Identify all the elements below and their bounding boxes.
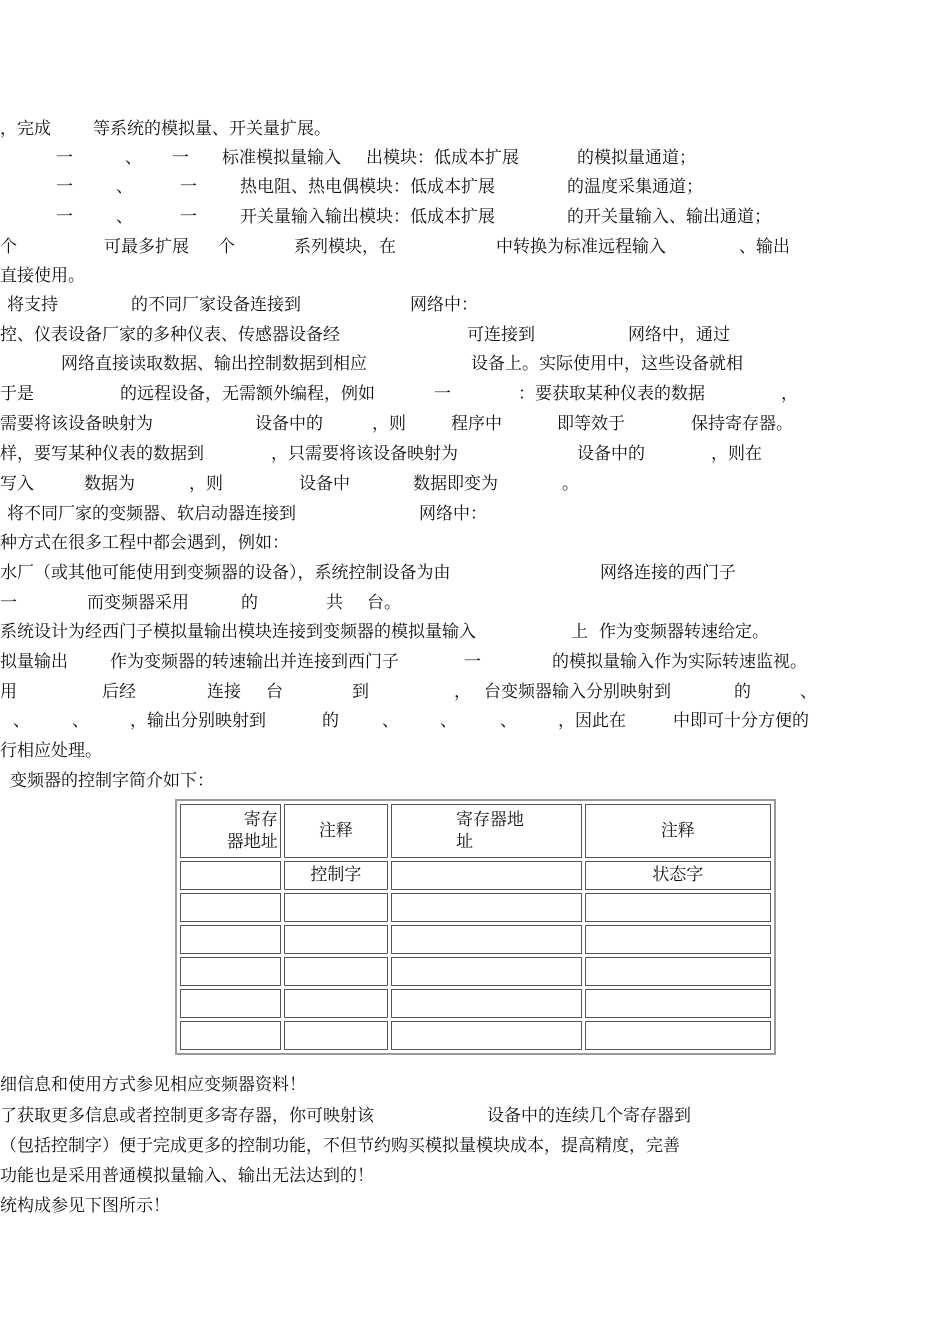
table-cell: 状态字	[585, 861, 771, 890]
text-segment: ，	[781, 384, 798, 404]
text-segment: ，则	[372, 414, 406, 434]
text-segment: 设备中的连续几个寄存器到	[487, 1106, 691, 1126]
text-segment: 程序中	[451, 414, 502, 434]
table-cell	[180, 861, 281, 890]
text-line	[0, 261, 950, 291]
table-cell	[284, 893, 388, 922]
table-row	[180, 861, 771, 890]
text-segment: 到	[352, 682, 369, 702]
register-table	[175, 799, 776, 1055]
table-cell	[284, 989, 388, 1018]
text-segment: 一	[172, 148, 189, 168]
text-segment: 了获取更多信息或者控制更多寄存器，你可映射该	[0, 1106, 374, 1126]
text-segment: 网络中，通过	[628, 325, 730, 345]
text-segment: 的	[322, 711, 339, 731]
text-segment: 网络中：	[419, 504, 487, 524]
text-line	[0, 617, 950, 647]
text-segment: 设备中的	[577, 444, 645, 464]
text-segment: 将不同厂家的变频器、软启动器连接到	[7, 504, 296, 524]
text-line	[0, 766, 950, 796]
table-cell	[180, 957, 281, 986]
header-register-address-1: 寄存 器地址	[180, 804, 281, 858]
text-segment: 的不同厂家设备连接到	[131, 295, 301, 315]
text-line	[0, 736, 950, 766]
text-segment: 的	[241, 593, 258, 613]
text-segment: 设备中	[299, 474, 350, 494]
text-segment: 的模拟量通道；	[577, 148, 696, 168]
text-segment: ，则在	[711, 444, 762, 464]
text-segment: 出模块：低成本扩展	[366, 148, 519, 168]
table-row	[180, 925, 771, 954]
text-segment: 热电阻、热电偶模块：低成本扩展	[240, 177, 495, 197]
text-segment: （包括控制字）便于完成更多的控制功能，不但节约购买模拟量模块成本，提高精度，完善	[0, 1136, 680, 1156]
text-segment: 一	[0, 593, 17, 613]
text-segment: 即等效于	[557, 414, 625, 434]
text-segment: 变频器的控制字简介如下：	[10, 771, 214, 791]
text-segment: ，则	[189, 474, 223, 494]
text-line	[0, 379, 950, 409]
text-segment: 样，要写某种仪表的数据到	[0, 444, 204, 464]
text-segment: 将支持	[7, 295, 58, 315]
text-segment: 作为变频器的转速输出并连接到西门子	[110, 652, 399, 672]
text-line	[0, 1161, 950, 1191]
text-line	[0, 114, 950, 144]
text-line	[0, 1131, 950, 1161]
text-segment: 网络连接的西门子	[600, 563, 736, 583]
table-cell	[284, 1021, 388, 1050]
table-cell	[585, 989, 771, 1018]
table-cell	[391, 989, 582, 1018]
text-segment: ：要获取某种仪表的数据	[518, 384, 705, 404]
text-segment: 数据即变为	[413, 474, 498, 494]
text-segment: 的开关量输入、输出通道；	[567, 207, 771, 227]
table-header-row	[180, 804, 771, 858]
text-line	[0, 499, 950, 529]
text-segment: ，完成	[0, 119, 51, 139]
table-row	[180, 957, 771, 986]
text-line	[0, 528, 950, 558]
text-line	[0, 349, 950, 379]
table-cell	[585, 893, 771, 922]
text-line	[0, 558, 950, 588]
text-segment: 而变频器采用	[87, 593, 189, 613]
text-segment: 细信息和使用方式参见相应变频器资料！	[0, 1075, 306, 1095]
table-cell: 控制字	[284, 861, 388, 890]
text-segment: 系列模块，在	[294, 237, 396, 257]
text-segment: 连接	[207, 682, 241, 702]
table-body	[180, 861, 771, 1050]
text-line	[0, 143, 950, 173]
text-segment: 一	[180, 207, 197, 227]
text-segment: 、	[116, 177, 133, 197]
text-line	[0, 202, 950, 232]
text-segment: 的模拟量输入作为实际转速监视。	[552, 652, 807, 672]
text-line	[0, 1191, 950, 1221]
table-cell	[180, 1021, 281, 1050]
text-segment: 后经	[102, 682, 136, 702]
text-line	[0, 439, 950, 469]
table-cell	[284, 925, 388, 954]
text-segment: 中即可十分方便的	[673, 711, 809, 731]
text-segment: 写入	[0, 474, 34, 494]
text-segment: 水厂（或其他可能使用到变频器的设备），系统控制设备为由	[0, 563, 451, 583]
table-cell	[180, 925, 281, 954]
text-segment: 统构成参见下图所示！	[0, 1196, 170, 1216]
text-line	[0, 320, 950, 350]
text-segment: 控、仪表设备厂家的多种仪表、传感器设备经	[0, 325, 340, 345]
text-segment: 作为变频器转速给定。	[599, 622, 769, 642]
text-segment: 设备上。实际使用中，这些设备就相	[471, 354, 743, 374]
text-segment: 标准模拟量输入	[222, 148, 341, 168]
text-segment: 一	[180, 177, 197, 197]
text-line	[0, 232, 950, 262]
text-segment: 可最多扩展	[104, 237, 189, 257]
table-cell	[585, 1021, 771, 1050]
text-line	[0, 677, 950, 707]
text-line	[0, 1101, 950, 1131]
text-segment: 的温度采集通道；	[567, 177, 703, 197]
text-segment: 系统设计为经西门子模拟量输出模块连接到变频器的模拟量输入	[0, 622, 476, 642]
text-segment: 保持寄存器。	[691, 414, 793, 434]
table-cell	[391, 957, 582, 986]
text-segment: 于是	[0, 384, 34, 404]
text-segment: 、	[125, 148, 142, 168]
text-segment: 中转换为标准远程输入	[496, 237, 666, 257]
table-cell	[585, 925, 771, 954]
text-segment: 可连接到	[467, 325, 535, 345]
text-segment: ，输出分别映射到	[130, 711, 266, 731]
text-segment: 一	[434, 384, 451, 404]
text-segment: 网络直接读取数据、输出控制数据到相应	[61, 354, 367, 374]
table-cell	[585, 957, 771, 986]
text-segment: 上	[571, 622, 588, 642]
table-cell	[180, 893, 281, 922]
text-segment: ，只需要将该设备映射为	[271, 444, 458, 464]
table-cell	[391, 893, 582, 922]
text-line	[0, 588, 950, 618]
text-segment: ，	[454, 682, 471, 702]
text-segment: 一	[56, 207, 73, 227]
table-cell	[391, 861, 582, 890]
text-segment: 一	[464, 652, 481, 672]
text-segment: 、	[800, 682, 817, 702]
table-cell	[391, 925, 582, 954]
table-cell	[180, 989, 281, 1018]
table-cell	[284, 957, 388, 986]
text-segment: 开关量输入输出模块：低成本扩展	[240, 207, 495, 227]
text-line	[0, 469, 950, 499]
text-segment: 、	[116, 207, 133, 227]
table-row	[180, 893, 771, 922]
text-segment: 行相应处理。	[0, 741, 102, 761]
text-segment: 网络中：	[410, 295, 478, 315]
text-segment: 设备中的	[255, 414, 323, 434]
text-segment: 台。	[367, 593, 401, 613]
header-comment-1: 注释	[284, 804, 388, 858]
header-register-address-2: 寄存器地 址	[391, 804, 582, 858]
text-line	[0, 290, 950, 320]
text-segment: 的	[734, 682, 751, 702]
text-segment: 一	[56, 177, 73, 197]
text-segment: 用	[0, 682, 17, 702]
text-segment: 、	[440, 711, 457, 731]
text-segment: 一	[56, 148, 73, 168]
text-segment: 、输出	[739, 237, 790, 257]
text-segment: 拟量输出	[0, 652, 68, 672]
table-row	[180, 989, 771, 1018]
table-row	[180, 1021, 771, 1050]
text-segment: 。	[562, 474, 579, 494]
text-line	[0, 647, 950, 677]
text-segment: 台	[266, 682, 283, 702]
text-line	[0, 1070, 950, 1100]
text-segment: 个	[0, 237, 17, 257]
text-segment: 等系统的模拟量、开关量扩展。	[93, 119, 331, 139]
text-line	[0, 172, 950, 202]
text-segment: 共	[326, 593, 343, 613]
text-segment: 台变频器输入分别映射到	[484, 682, 671, 702]
table-cell	[391, 1021, 582, 1050]
text-segment: 个	[218, 237, 235, 257]
text-line	[0, 706, 950, 736]
text-segment: 、	[500, 711, 517, 731]
text-segment: 、	[13, 711, 30, 731]
text-segment: 的远程设备，无需额外编程，例如	[120, 384, 375, 404]
text-segment: 功能也是采用普通模拟量输入、输出无法达到的！	[0, 1166, 374, 1186]
text-line	[0, 409, 950, 439]
text-segment: 数据为	[84, 474, 135, 494]
text-segment: 需要将该设备映射为	[0, 414, 153, 434]
text-segment: 、	[72, 711, 89, 731]
text-segment: 、	[382, 711, 399, 731]
header-comment-2: 注释	[585, 804, 771, 858]
text-segment: 直接使用。	[0, 266, 85, 286]
text-segment: 种方式在很多工程中都会遇到，例如：	[0, 533, 289, 553]
text-segment: ，因此在	[558, 711, 626, 731]
